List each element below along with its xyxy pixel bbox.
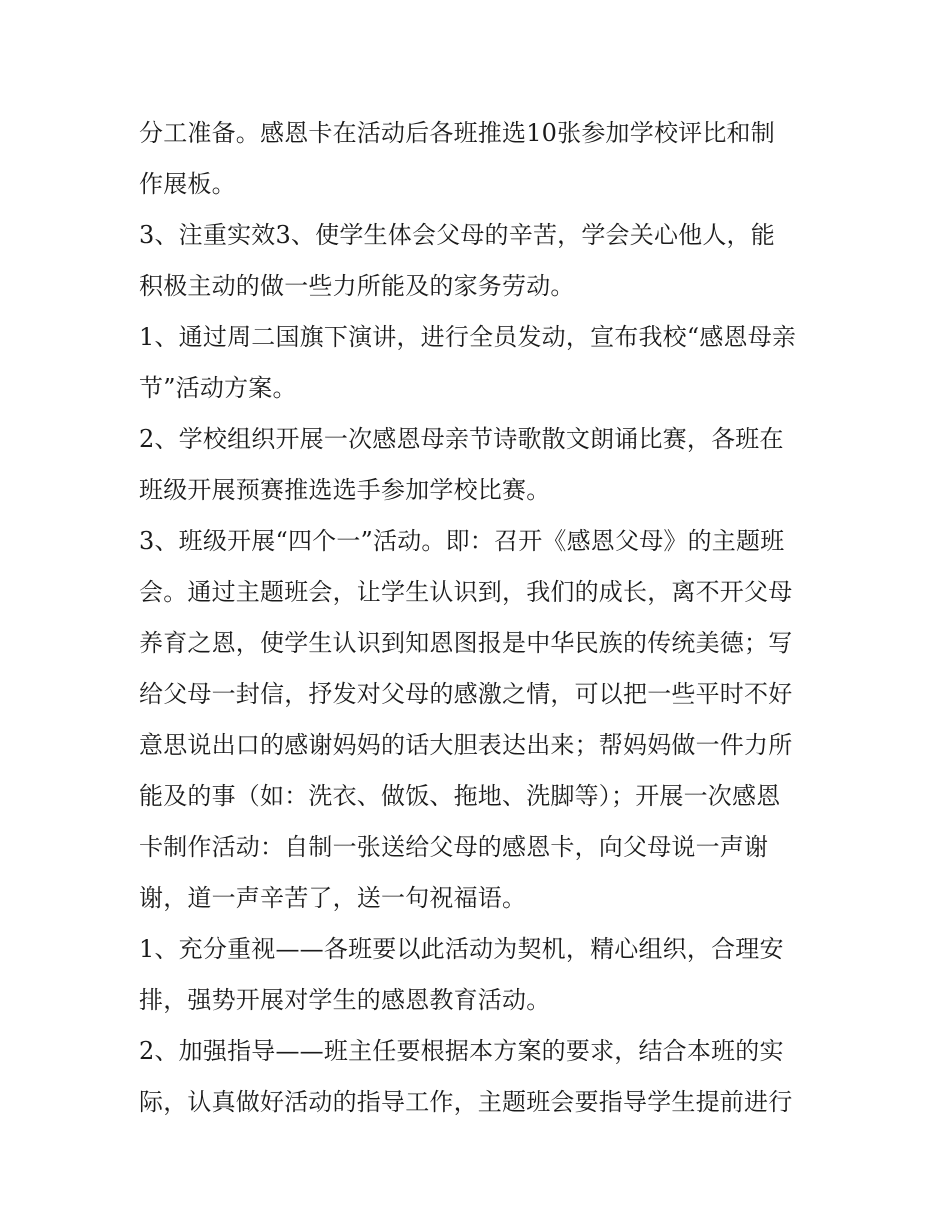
text-line: 1、充分重视——各班要以此活动为契机，精心组织，合理安 — [139, 935, 784, 963]
text-line: 节”活动方案。 — [139, 374, 297, 402]
text-line: 3、注重实效3、使学生体会父母的辛苦，学会关心他人，能 — [139, 221, 775, 249]
text-line: 排，强势开展对学生的感恩教育活动。 — [139, 986, 551, 1014]
text-line: 作展板。 — [139, 170, 236, 198]
text-line: 2、加强指导——班主任要根据本方案的要求，结合本班的实 — [139, 1037, 784, 1065]
text-line: 班级开展预赛推选选手参加学校比赛。 — [139, 476, 551, 504]
text-line: 卡制作活动：自制一张送给父母的感恩卡，向父母说一声谢 — [139, 833, 769, 861]
text-line: 会。通过主题班会，让学生认识到，我们的成长，离不开父母 — [139, 578, 793, 606]
text-line: 积极主动的做一些力所能及的家务劳动。 — [139, 272, 575, 300]
text-line: 谢，道一声辛苦了，送一句祝福语。 — [139, 884, 527, 912]
text-line: 能及的事（如：洗衣、做饭、拖地、洗脚等）；开展一次感恩 — [139, 782, 781, 810]
text-line: 养育之恩，使学生认识到知恩图报是中华民族的传统美德；写 — [139, 629, 793, 657]
text-line: 分工准备。感恩卡在活动后各班推选10张参加学校评比和制 — [139, 119, 775, 147]
text-line: 给父母一封信，抒发对父母的感激之情，可以把一些平时不好 — [139, 680, 793, 708]
text-line: 际，认真做好活动的指导工作，主题班会要指导学生提前进行 — [139, 1088, 793, 1116]
text-line: 2、学校组织开展一次感恩母亲节诗歌散文朗诵比赛，各班在 — [139, 425, 784, 453]
document-body — [139, 108, 819, 1128]
text-line: 3、班级开展“四个一”活动。即：召开《感恩父母》的主题班 — [139, 527, 785, 555]
text-line: 1、通过周二国旗下演讲，进行全员发动，宣布我校“感恩母亲 — [139, 323, 797, 351]
text-line: 意思说出口的感谢妈妈的话大胆表达出来；帮妈妈做一件力所 — [139, 731, 793, 759]
